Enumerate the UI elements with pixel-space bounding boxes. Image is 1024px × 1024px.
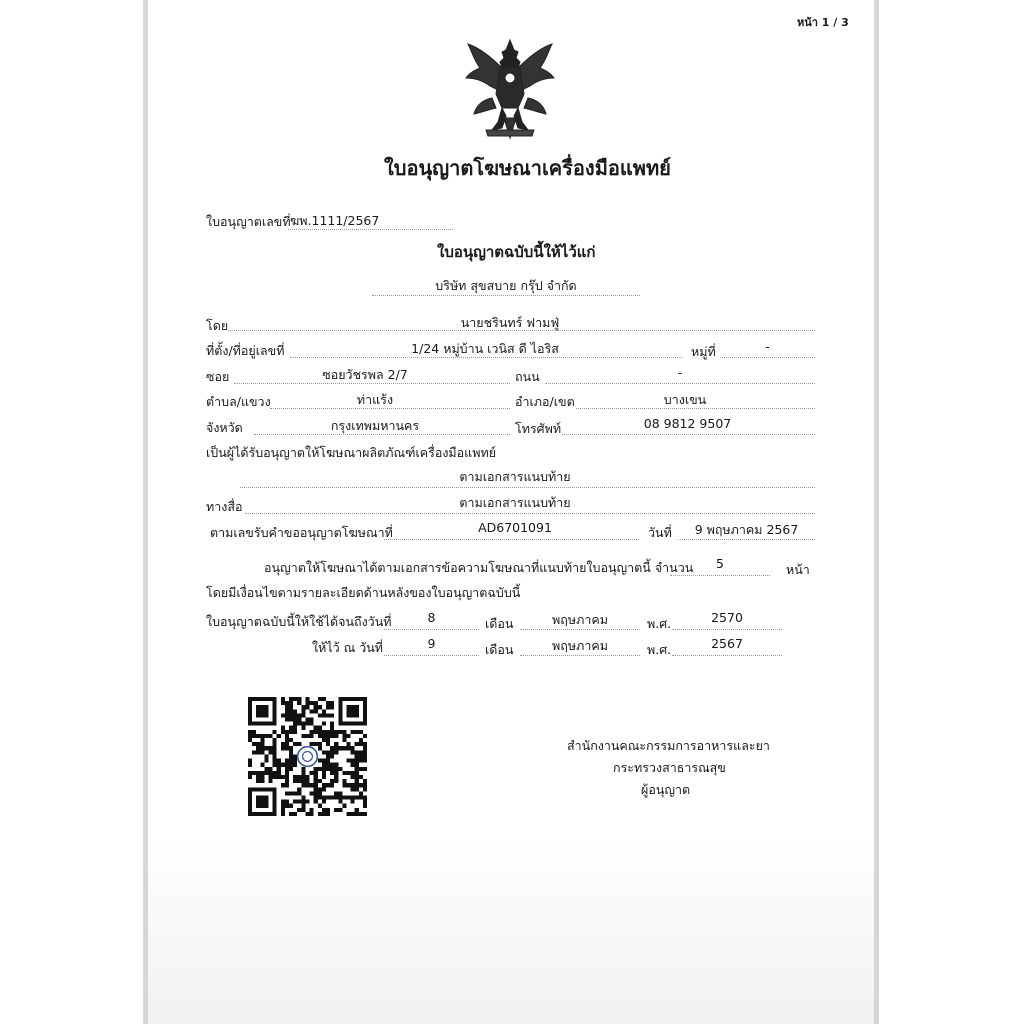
document-title: ใบอนุญาตโฆษณาเครื่องมือแพทย์ [384,156,671,180]
province-line [254,434,510,435]
request-date-line [678,539,815,540]
request-date-value: 9 พฤษภาคม 2567 [694,522,799,537]
media-line [245,513,815,514]
approval-count-line [670,575,770,576]
media-label: ทางสื่อ [206,499,243,514]
district-label: อำเภอ/เขต [515,394,575,409]
province-label: จังหวัด [206,420,243,435]
valid-until-month: พฤษภาคม [552,612,608,627]
issued-on-month-line [520,655,640,656]
approval-text: อนุญาตให้โฆษณาได้ตามเอกสารข้อความโฆษณาที่แนบท้ายใบอนุญาตนี้ จำนวน [264,560,694,575]
approval-unit: หน้า [786,562,810,577]
issued-on-month: พฤษภาคม [552,638,608,653]
issued-on-year: 2567 [711,636,743,651]
valid-until-label: ใบอนุญาตฉบับนี้ให้ใช้ได้จนถึงวันที่ [206,614,392,629]
request-line [384,539,639,540]
road-value: - [677,365,683,380]
media-value: ตามเอกสารแนบท้าย [459,495,571,510]
authority-line1: สำนักงานคณะกรรมการอาหารและยา [567,738,770,753]
issued-on-day: 9 [427,636,436,651]
district-line [576,408,815,409]
moo-label: หมู่ที่ [691,344,716,359]
phone-value: 08 9812 9507 [643,416,732,431]
issued-on-label: ให้ไว้ ณ วันที่ [312,640,383,655]
issued-on-month-label: เดือน [485,642,514,657]
page-number: หน้า 1 / 3 [797,16,849,29]
license-no-label: ใบอนุญาตเลขที่ [206,214,291,229]
moo-value: - [765,339,770,354]
road-label: ถนน [515,369,540,384]
company-line [372,295,640,296]
valid-until-year-line [672,629,782,630]
moo-line [720,357,815,358]
province-value: กรุงเทพมหานคร [330,418,420,433]
conditions-text: โดยมีเงื่อนไขตามรายละเอียดด้านหลังของใบอนุญาตฉบับนี้ [206,585,521,600]
permission-value: ตามเอกสารแนบท้าย [459,469,571,484]
right-frame-edge [874,0,879,1024]
issued-on-day-line [384,655,479,656]
district-value: บางเขน [663,392,707,407]
permission-text: เป็นผู้ได้รับอนุญาตให้โฆษณาผลิตภัณฑ์เครื่องมือแพทย์ [206,445,497,460]
location-label: ที่ตั้ง/ที่อยู่เลขที่ [206,343,285,358]
approval-count: 5 [716,556,724,571]
by-label: โดย [206,318,229,333]
by-line [228,330,815,331]
subdistrict-value: ท่าแร้ง [356,392,394,407]
authority-line2: กระทรวงสาธารณสุข [613,760,726,775]
valid-until-year: 2570 [711,610,743,625]
valid-until-day-line [384,629,479,630]
request-label: ตามเลขรับคำขออนุญาตโฆษณาที่ [210,525,393,540]
location-value: 1/24 หมู่บ้าน เวนิส ดี ไอริส [411,341,559,356]
subdistrict-label: ตำบล/แขวง [206,394,271,409]
qr-code-icon [248,697,367,816]
location-line [290,357,682,358]
by-value: นายชรินทร์ ฟามฟู่ [460,315,560,330]
valid-until-month-label: เดือน [485,616,514,631]
soi-label: ซอย [206,369,230,384]
issued-on-year-label: พ.ศ. [647,642,672,657]
valid-until-month-line [520,629,640,630]
license-no-value: ฆพ.1111/2567 [290,213,380,228]
valid-until-day: 8 [427,610,436,625]
license-no-line [288,229,453,230]
company-name: บริษัท สุขสบาย กรุ๊ป จำกัด [435,278,577,293]
valid-until-year-label: พ.ศ. [647,616,672,631]
road-line [545,383,815,384]
request-date-label: วันที่ [648,525,672,540]
phone-line [562,434,815,435]
soi-line [234,383,510,384]
garuda-emblem-icon [462,38,558,146]
authority-line3: ผู้อนุญาต [641,782,691,797]
permission-line [240,487,815,488]
issued-to-heading: ใบอนุญาตฉบับนี้ให้ไว้แก่ [437,243,596,261]
request-value: AD6701091 [478,520,552,535]
phone-label: โทรศัพท์ [515,421,562,436]
subdistrict-line [270,408,510,409]
issued-on-year-line [672,655,782,656]
soi-value: ซอยวัชรพล 2/7 [322,367,408,382]
